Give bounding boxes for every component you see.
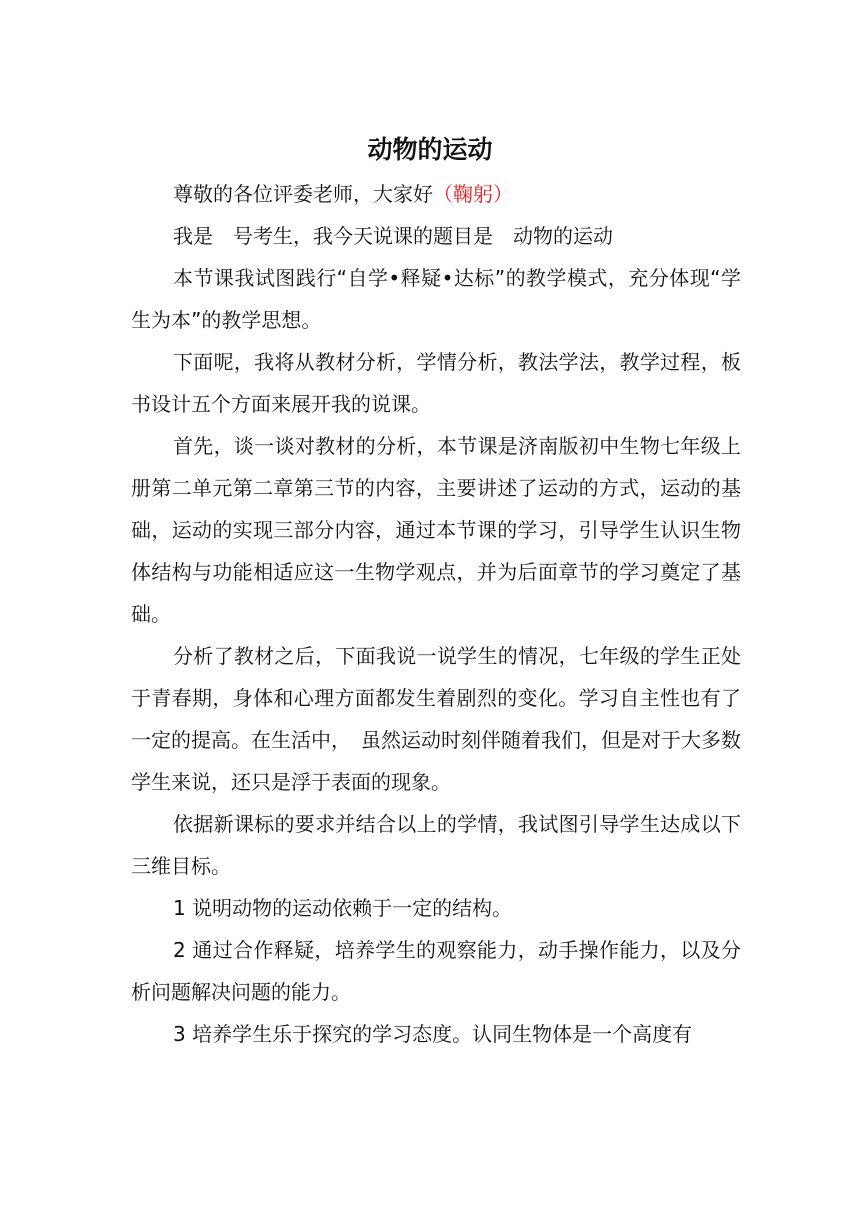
page-title: 动物的运动 <box>367 135 493 164</box>
paragraph-teaching-mode: 本节课我试图践行“自学•释疑•达标”的教学模式，充分体现“学生为本”的教学思想。 <box>131 266 741 332</box>
paragraph-outline: 下面呢，我将从教材分析，学情分析，教法学法，教学过程，板书设计五个方面来展开我的说课。 <box>131 350 741 416</box>
paragraph-student-analysis: 分析了教材之后，下面我说一说学生的情况，七年级的学生正处于青春期，身体和心理方面都发生着剧烈的变化。学习自主性也有了一定的提高。在生活中， 虽然运动时刻伴随着我们，但是对于大多数学生来说，还只是浮于表面的现象。 <box>131 644 741 794</box>
greeting-action-note: （鞠躬） <box>433 182 513 206</box>
paragraph-textbook-analysis: 首先，谈一谈对教材的分析，本节课是济南版初中生物七年级上册第二单元第二章第三节的内容，主要讲述了运动的方式，运动的基础，运动的实现三部分内容，通过本节课的学习，引导学生认识生物体结构与功能相适应这一生物学观点，并为后面章节的学习奠定了基础。 <box>131 434 741 626</box>
paragraph-objectives-intro: 依据新课标的要求并结合以上的学情，我试图引导学生达成以下三维目标。 <box>131 812 741 878</box>
objective-item-1: 1 说明动物的运动依赖于一定的结构。 <box>173 896 513 920</box>
document-body <box>131 173 741 1055</box>
greeting-text: 尊敬的各位评委老师，大家好 <box>173 182 433 206</box>
paragraph-intro: 我是 号考生，我今天说课的题目是 动物的运动 <box>173 224 613 248</box>
objective-item-2: 2 通过合作释疑，培养学生的观察能力，动手操作能力，以及分析问题解决问题的能力。 <box>131 938 741 1004</box>
greeting-paragraph <box>131 173 741 215</box>
objective-item-3: 3 培养学生乐于探究的学习态度。认同生物体是一个高度有 <box>173 1022 693 1046</box>
